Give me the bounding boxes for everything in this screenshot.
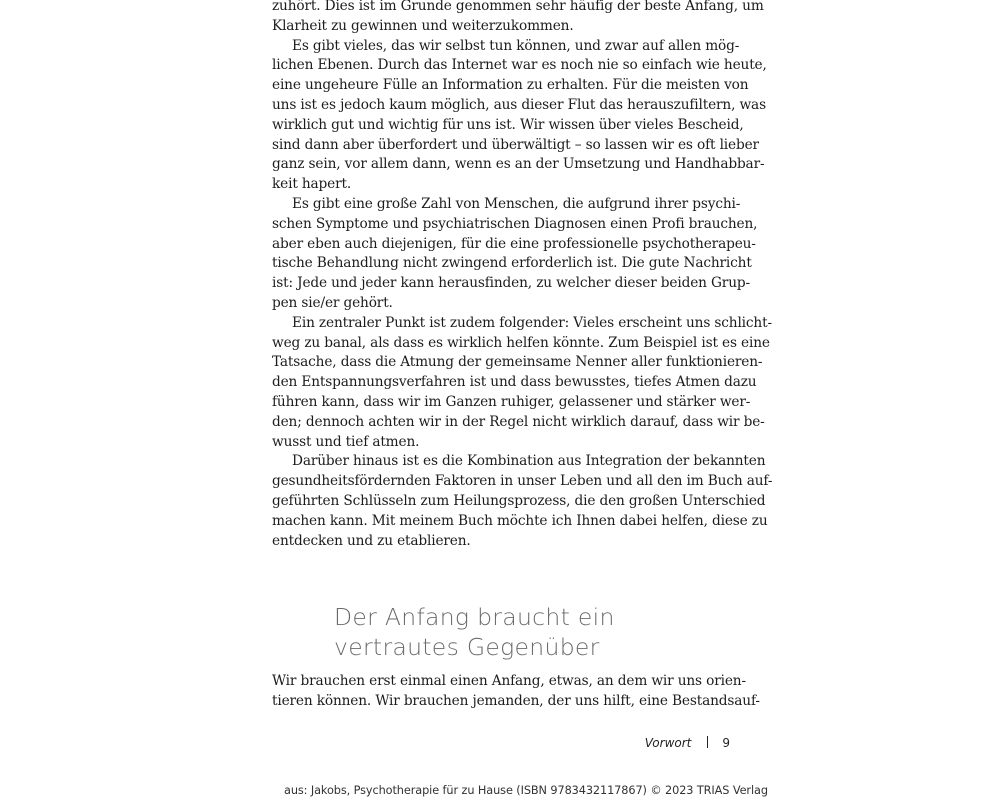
section-heading [334, 602, 615, 662]
text-line: keit hapert. [272, 176, 352, 193]
text-line: Es gibt eine große Zahl von Menschen, die aufgrund ihrer psychi- [292, 195, 741, 212]
text-line: lichen Ebenen. Durch das Internet war es noch nie so einfach wie heute, [272, 57, 767, 74]
text-line: schen Symptome und psychiatrischen Diagnosen einen Profi brauchen, [272, 215, 758, 232]
page-footer [645, 735, 730, 751]
text-line: gesundheitsfördernden Faktoren in unser Leben und all den im Buch auf- [272, 473, 773, 490]
page-number: 9 [722, 736, 730, 750]
section-heading-line-1: Der Anfang braucht ein [334, 603, 615, 631]
text-line: Darüber hinaus ist es die Kombination aus Integration der bekannten [292, 453, 766, 470]
text-line: uns ist es jedoch kaum möglich, aus dieser Flut das herauszufiltern, was [272, 96, 766, 113]
body-text [272, 0, 773, 551]
footer-separator [707, 736, 708, 748]
text-line: den; dennoch achten wir in der Regel nicht wirklich darauf, dass wir be- [272, 413, 765, 430]
text-line: machen kann. Mit meinem Buch möchte ich Ihnen dabei helfen, diese zu [272, 512, 768, 529]
text-line: weg zu banal, als dass es wirklich helfen könnte. Zum Beispiel ist es eine [272, 334, 770, 351]
text-line: Klarheit zu gewinnen und weiterzukommen. [272, 17, 574, 34]
text-line: ganz sein, vor allem dann, wenn es an der Umsetzung und Handhabbar- [272, 156, 765, 173]
source-citation: aus: Jakobs, Psychotherapie für zu Hause (ISBN 9783432117867) © 2023 TRIAS Verlag [284, 784, 768, 797]
text-line: zuhört. Dies ist im Grunde genommen sehr häufig der beste Anfang, um [272, 0, 764, 14]
text-line: ist: Jede und jeder kann herausfinden, zu welcher dieser beiden Grup- [272, 275, 750, 292]
text-line: tische Behandlung nicht zwingend erforderlich ist. Die gute Nachricht [272, 255, 752, 272]
running-footer-section: Vorwort [644, 736, 692, 750]
text-line: den Entspannungsverfahren ist und dass bewusstes, tiefes Atmen dazu [272, 374, 757, 391]
after-heading-text [272, 672, 760, 712]
text-line: pen sie/er gehört. [272, 294, 393, 311]
text-line: entdecken und zu etablieren. [272, 532, 471, 549]
text-line: Es gibt vieles, das wir selbst tun können, und zwar auf allen mög- [292, 37, 740, 54]
text-line: sind dann aber überfordert und überwältigt – so lassen wir es oft lieber [272, 136, 759, 153]
text-line: wusst und tief atmen. [272, 433, 420, 450]
text-line: Ein zentraler Punkt ist zudem folgender: Vieles erscheint uns schlicht- [292, 314, 772, 331]
text-line: geführten Schlüsseln zum Heilungsprozess, die den großen Unterschied [272, 492, 766, 509]
text-line: aber eben auch diejenigen, für die eine professionelle psychotherapeu- [272, 235, 756, 252]
text-line: Tatsache, dass die Atmung der gemeinsame Nenner aller funktionieren- [272, 354, 763, 371]
text-line: Wir brauchen erst einmal einen Anfang, etwas, an dem wir uns orien- [272, 673, 746, 689]
text-line: führen kann, dass wir im Ganzen ruhiger, gelassener und stärker wer- [272, 393, 751, 410]
text-line: tieren können. Wir brauchen jemanden, der uns hilft, eine Bestandsauf- [272, 692, 760, 709]
text-line: eine ungeheure Fülle an Information zu erhalten. Für die meisten von [272, 77, 749, 94]
text-line: wirklich gut und wichtig für uns ist. Wir wissen über vieles Bescheid, [272, 116, 744, 133]
section-heading-line-2: vertrautes Gegenüber [334, 633, 600, 661]
